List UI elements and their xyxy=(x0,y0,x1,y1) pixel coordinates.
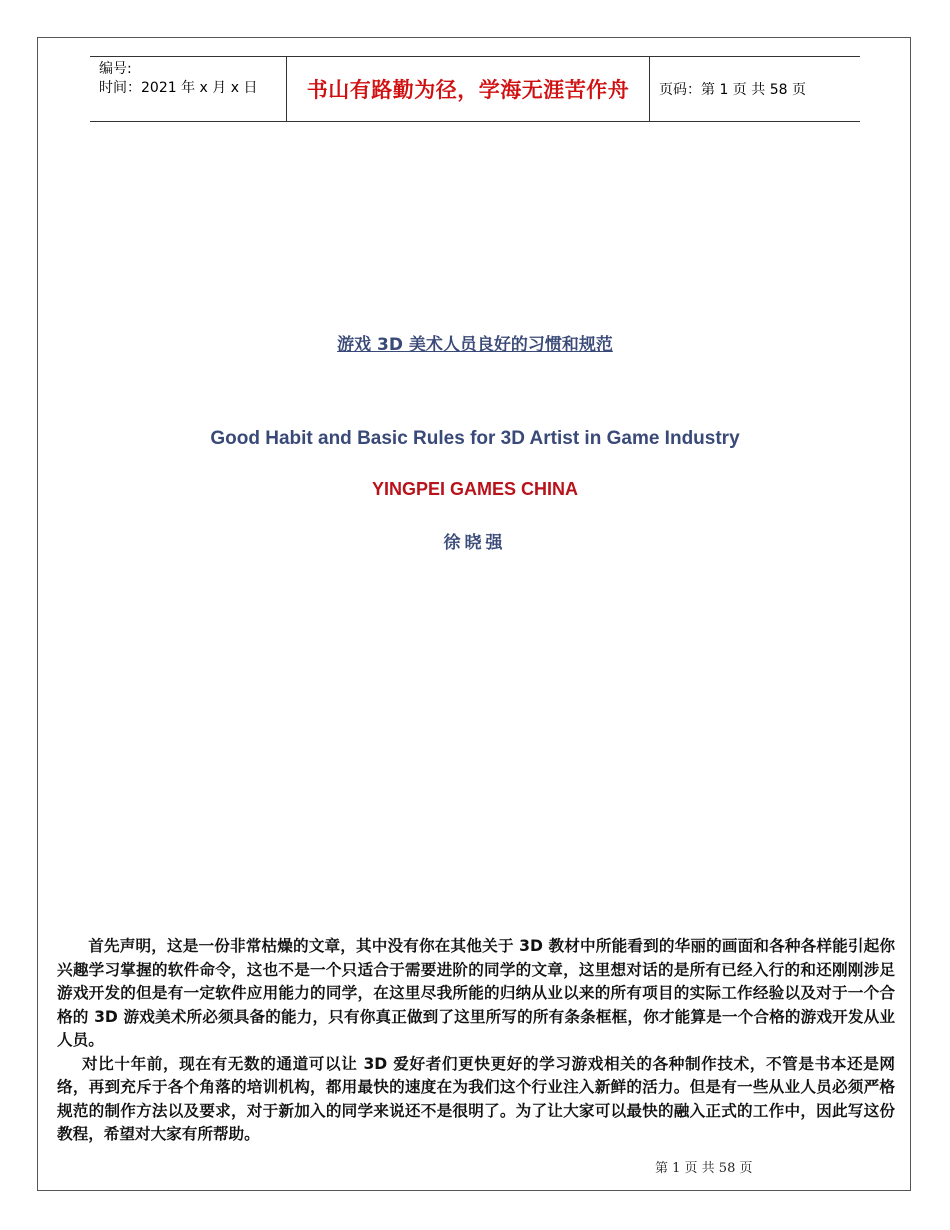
header-page-cell xyxy=(650,57,860,121)
paragraph: 首先声明，这是一份非常枯燥的文章，其中没有你在其他关于 3D 教材中所能看到的华丽的画面和各种各样能引起你兴趣学习掌握的软件命令，这也不是一个只适合于需要进阶的同学的文章，这里想对话的是所有已经入行的和还刚刚涉足游戏开发的但是有一定软件应用能力的同学，在这里尽我所能的归纳从业以来的所有项目的实际工作经验以及对于一个合格的 3D 游戏美术所必须具备的能力，只有你真正做到了这里所写的所有条条框框，你才能算是一个合格的游戏开发从业人员。 xyxy=(57,937,895,1049)
company-name: YINGPEI GAMES CHINA xyxy=(371,479,579,499)
header-table xyxy=(90,56,860,122)
footer-page-number: 第 1 页 共 58 页 xyxy=(655,1161,753,1176)
body-text xyxy=(57,935,895,1147)
paragraph: 对比十年前，现在有无数的通道可以让 3D 爱好者们更快更好的学习游戏相关的各种制作技术，不管是书本还是网络，再到充斥于各个角落的培训机构，都用最快的速度在为我们这个行业注入新鲜的活力。但是有一些从业人员必须严格规范的制作方法以及要求，对于新加入的同学来说还不是很明了。为了让大家可以最快的融入正式的工作中，因此写这份教程，希望对大家有所帮助。 xyxy=(57,1054,895,1143)
header-page-info: 页码：第 1 页 共 58 页 xyxy=(659,82,806,98)
author-name: 徐晓强 xyxy=(443,533,507,553)
header-meta-cell xyxy=(90,57,287,121)
motto-text: 书山有路勤为径，学海无涯苦作舟 xyxy=(306,78,630,102)
header-motto-cell xyxy=(287,57,650,121)
time-label: 时间：2021 年 x 月 x 日 xyxy=(99,80,258,96)
serial-label: 编号: xyxy=(99,61,132,77)
document-title-en: Good Habit and Basic Rules for 3D Artist in Game Industry xyxy=(210,428,740,449)
document-title-cn: 游戏 3D 美术人员良好的习惯和规范 xyxy=(337,335,613,355)
